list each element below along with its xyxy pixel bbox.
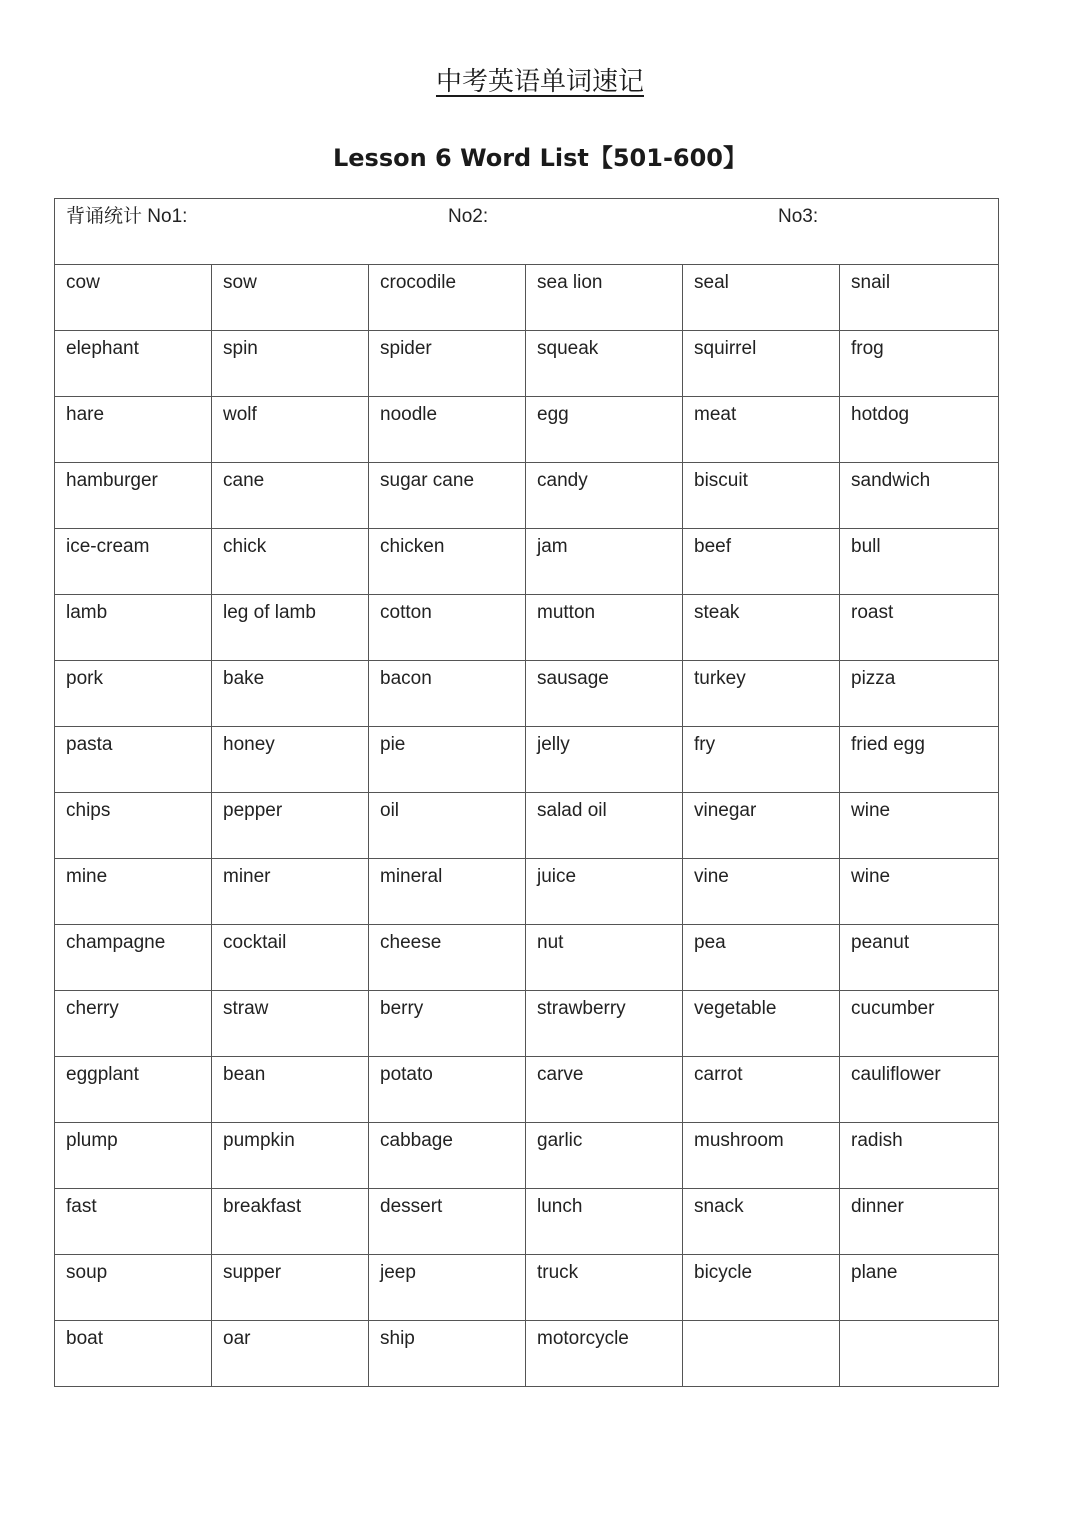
word-cell: mushroom: [683, 1123, 840, 1189]
word-cell: bull: [840, 529, 999, 595]
word-cell: vine: [683, 859, 840, 925]
word-cell: squirrel: [683, 331, 840, 397]
word-cell: oar: [212, 1321, 369, 1387]
word-cell: pizza: [840, 661, 999, 727]
word-cell: seal: [683, 265, 840, 331]
word-cell: pumpkin: [212, 1123, 369, 1189]
page-title: [0, 64, 1080, 100]
word-cell: hamburger: [55, 463, 212, 529]
word-cell: soup: [55, 1255, 212, 1321]
tally-no3-label: No3:: [778, 206, 819, 227]
word-cell: leg of lamb: [212, 595, 369, 661]
word-cell: chick: [212, 529, 369, 595]
word-cell: pie: [369, 727, 526, 793]
word-cell: straw: [212, 991, 369, 1057]
word-cell: radish: [840, 1123, 999, 1189]
word-cell: wine: [840, 859, 999, 925]
table-row: [55, 661, 999, 727]
word-cell: candy: [526, 463, 683, 529]
word-cell: supper: [212, 1255, 369, 1321]
table-row: [55, 1057, 999, 1123]
word-cell: sow: [212, 265, 369, 331]
word-cell: fry: [683, 727, 840, 793]
word-cell: jelly: [526, 727, 683, 793]
table-row: [55, 1189, 999, 1255]
word-cell: garlic: [526, 1123, 683, 1189]
word-cell: cucumber: [840, 991, 999, 1057]
word-cell: squeak: [526, 331, 683, 397]
word-cell: cane: [212, 463, 369, 529]
word-cell: wine: [840, 793, 999, 859]
word-cell: cherry: [55, 991, 212, 1057]
word-cell: mutton: [526, 595, 683, 661]
word-cell: [840, 1321, 999, 1387]
word-cell: chips: [55, 793, 212, 859]
word-cell: dinner: [840, 1189, 999, 1255]
word-cell: beef: [683, 529, 840, 595]
word-cell: fried egg: [840, 727, 999, 793]
word-cell: meat: [683, 397, 840, 463]
word-cell: wolf: [212, 397, 369, 463]
word-cell: elephant: [55, 331, 212, 397]
tally-no1-label: 背诵统计 No1:: [66, 206, 188, 227]
table-row: [55, 991, 999, 1057]
word-cell: chicken: [369, 529, 526, 595]
word-cell: mine: [55, 859, 212, 925]
word-cell: noodle: [369, 397, 526, 463]
word-cell: sea lion: [526, 265, 683, 331]
table-row: [55, 529, 999, 595]
word-cell: cocktail: [212, 925, 369, 991]
table-row: [55, 265, 999, 331]
word-cell: egg: [526, 397, 683, 463]
word-cell: hare: [55, 397, 212, 463]
table-row: [55, 595, 999, 661]
word-cell: bicycle: [683, 1255, 840, 1321]
word-list-table: [54, 198, 999, 1387]
word-cell: lamb: [55, 595, 212, 661]
word-cell: salad oil: [526, 793, 683, 859]
word-cell: cotton: [369, 595, 526, 661]
word-cell: ship: [369, 1321, 526, 1387]
word-cell: [683, 1321, 840, 1387]
lesson-subtitle: Lesson 6 Word List【501-600】: [332, 144, 748, 172]
table-row: [55, 397, 999, 463]
tally-row: [55, 199, 999, 265]
word-cell: champagne: [55, 925, 212, 991]
table-row: [55, 1123, 999, 1189]
word-cell: bean: [212, 1057, 369, 1123]
table-row: [55, 463, 999, 529]
word-cell: hotdog: [840, 397, 999, 463]
word-cell: biscuit: [683, 463, 840, 529]
word-cell: lunch: [526, 1189, 683, 1255]
word-cell: vinegar: [683, 793, 840, 859]
table-row: [55, 925, 999, 991]
word-cell: pork: [55, 661, 212, 727]
tally-no2-label: No2:: [448, 206, 489, 227]
word-cell: eggplant: [55, 1057, 212, 1123]
word-cell: plane: [840, 1255, 999, 1321]
word-cell: potato: [369, 1057, 526, 1123]
word-cell: dessert: [369, 1189, 526, 1255]
table-row: [55, 1255, 999, 1321]
word-cell: breakfast: [212, 1189, 369, 1255]
word-cell: roast: [840, 595, 999, 661]
word-cell: frog: [840, 331, 999, 397]
word-cell: cow: [55, 265, 212, 331]
word-cell: sausage: [526, 661, 683, 727]
word-cell: truck: [526, 1255, 683, 1321]
word-cell: oil: [369, 793, 526, 859]
table-row: [55, 1321, 999, 1387]
table-row: [55, 859, 999, 925]
word-cell: miner: [212, 859, 369, 925]
word-cell: cabbage: [369, 1123, 526, 1189]
word-cell: bake: [212, 661, 369, 727]
word-cell: juice: [526, 859, 683, 925]
table-row: [55, 331, 999, 397]
word-cell: cauliflower: [840, 1057, 999, 1123]
tally-cell: [55, 199, 999, 265]
word-cell: spider: [369, 331, 526, 397]
word-cell: fast: [55, 1189, 212, 1255]
word-cell: peanut: [840, 925, 999, 991]
word-cell: boat: [55, 1321, 212, 1387]
word-cell: pepper: [212, 793, 369, 859]
word-cell: snail: [840, 265, 999, 331]
word-cell: pasta: [55, 727, 212, 793]
word-cell: spin: [212, 331, 369, 397]
word-cell: motorcycle: [526, 1321, 683, 1387]
word-cell: plump: [55, 1123, 212, 1189]
word-cell: turkey: [683, 661, 840, 727]
word-cell: carrot: [683, 1057, 840, 1123]
word-cell: pea: [683, 925, 840, 991]
word-cell: steak: [683, 595, 840, 661]
word-cell: cheese: [369, 925, 526, 991]
word-cell: crocodile: [369, 265, 526, 331]
word-cell: jam: [526, 529, 683, 595]
word-cell: sugar cane: [369, 463, 526, 529]
word-cell: bacon: [369, 661, 526, 727]
title-text: 中考英语单词速记: [435, 67, 644, 97]
table-row: [55, 793, 999, 859]
word-cell: berry: [369, 991, 526, 1057]
word-cell: vegetable: [683, 991, 840, 1057]
word-cell: honey: [212, 727, 369, 793]
word-cell: strawberry: [526, 991, 683, 1057]
word-cell: snack: [683, 1189, 840, 1255]
word-cell: nut: [526, 925, 683, 991]
word-cell: ice-cream: [55, 529, 212, 595]
table-row: [55, 727, 999, 793]
word-cell: jeep: [369, 1255, 526, 1321]
word-cell: sandwich: [840, 463, 999, 529]
word-cell: mineral: [369, 859, 526, 925]
word-cell: carve: [526, 1057, 683, 1123]
